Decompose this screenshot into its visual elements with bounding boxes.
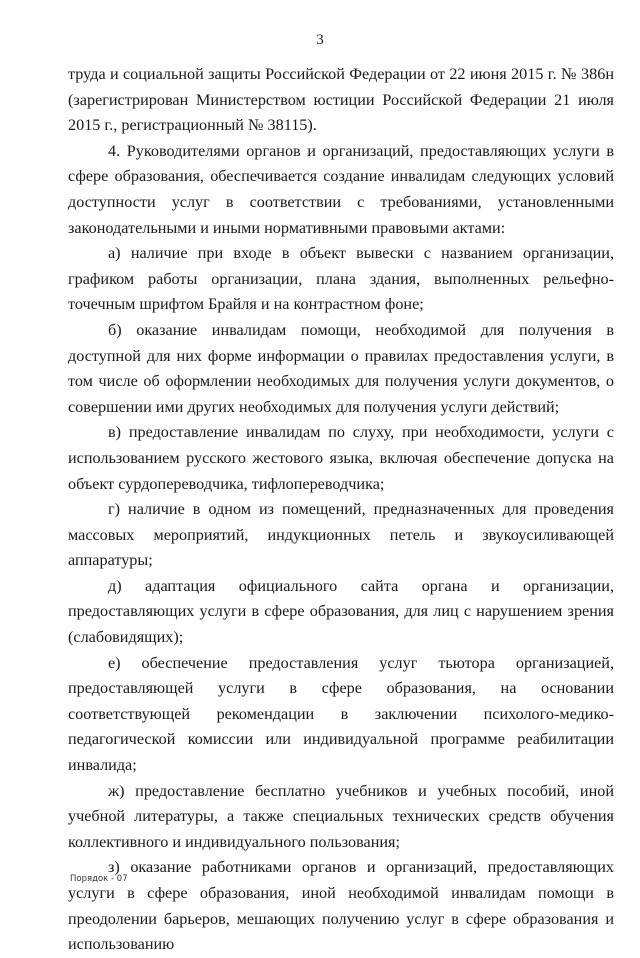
paragraph-subitem-v: в) предоставление инвалидам по слуху, при необходимости, услуги с использованием русского жестового языка, включая обеспечение допуска на объект сурдопереводчика, тифлопереводчика; (68, 423, 614, 493)
paragraph-item-4: 4. Руководителями органов и организаций, предоставляющих услуги в сфере образования, обеспечивается создание инвалидам следующих условий доступности услуг в соответствии с требованиями, установленными законодательными и иными нормативными правовыми актами: (68, 141, 614, 237)
paragraph-subitem-d: д) адаптация официального сайта органа и организации, предоставляющих услуги в сфере образования, для лиц с нарушением зрения (слабовидящих); (68, 576, 614, 647)
paragraph-continuation: труда и социальной защиты Российской Федерации от 22 июня 2015 г. № 386н (зарегистрирован Министерством юстиции Российской Федерации 21 июля 2015 г., регистрационный № 38115). (68, 65, 614, 135)
paragraph-subitem-g: г) наличие в одном из помещений, предназначенных для проведения массовых мероприятий, индукционных петель и звукоусиливающей аппаратуры; (68, 500, 614, 570)
document-body (68, 62, 614, 958)
paragraph-subitem-b: б) оказание инвалидам помощи, необходимой для получения в доступной для них форме информации о правилах предоставления услуги, в том числе об оформлении необходимых для получения услуги документов, о совершении ими других необходимых для получения услуги действий; (68, 320, 614, 416)
paragraph-subitem-zh: ж) предоставление бесплатно учебников и учебных пособий, иной учебной литературы, а также специальных технических средств обучения коллективного и индивидуального пользования; (68, 781, 614, 851)
footer-label: Порядок - 07 (70, 874, 128, 884)
paragraph-subitem-e: е) обеспечение предоставления услуг тьютора организацией, предоставляющей услуги в сфере образования, на основании соответствующей рекомендации в заключении психолого-медико-педагогической комиссии или индивидуальной программе реабилитации инвалида; (68, 653, 614, 775)
page-number: 3 (316, 32, 324, 48)
paragraph-subitem-z: з) оказание работниками органов и организаций, предоставляющих услуги в сфере образования, иной необходимой инвалидам помощи в преодолении барьеров, мешающих получению услуг в сфере образования и использованию (68, 858, 614, 954)
paragraph-subitem-a: а) наличие при входе в объект вывески с названием организации, графиком работы организации, плана здания, выполненных рельефно-точечным шрифтом Брайля и на контрастном фоне; (68, 244, 614, 314)
